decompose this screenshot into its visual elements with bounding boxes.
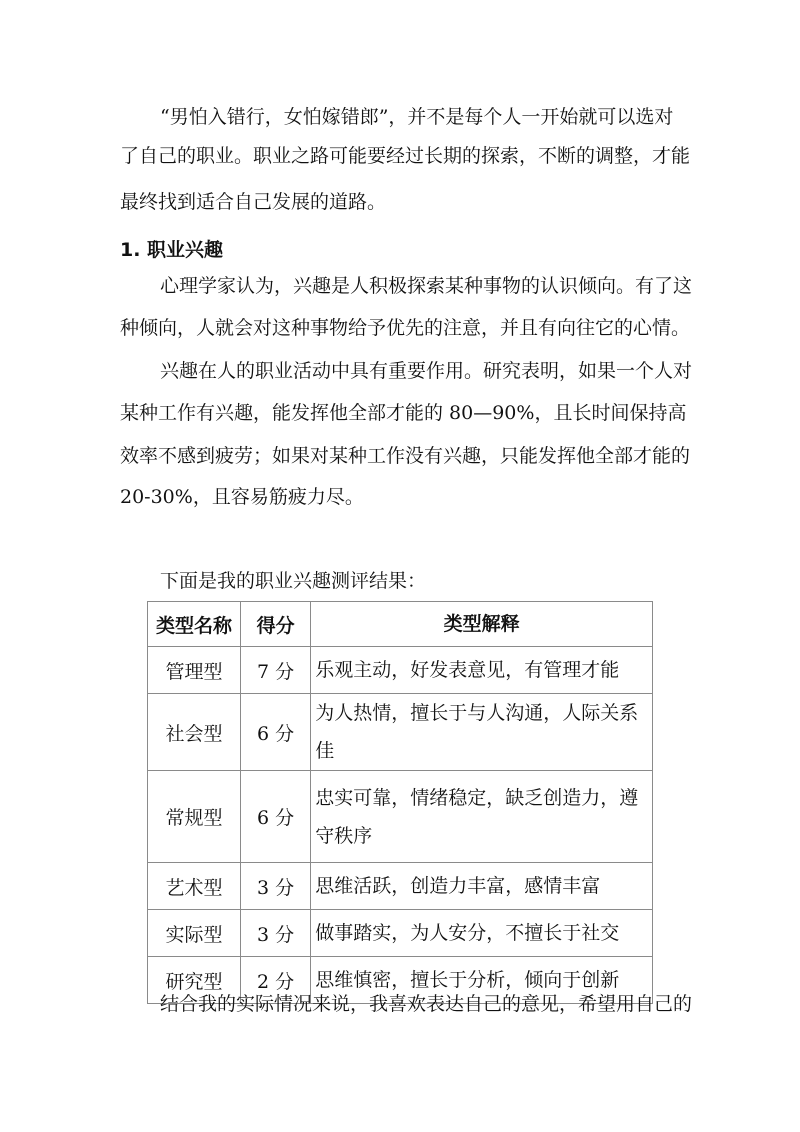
score-cell: 7 分: [240, 647, 310, 694]
closing-line: 结合我的实际情况来说，我喜欢表达自己的意见，希望用自己的: [160, 993, 693, 1015]
type-cell: 常规型: [148, 771, 241, 863]
table-row: [148, 910, 653, 957]
table-intro: 下面是我的职业兴趣测评结果：: [160, 570, 427, 592]
score-cell: 3 分: [240, 910, 310, 957]
score-cell: 3 分: [240, 863, 310, 910]
desc-cell: 为人热情，擅长于与人沟通，人际关系佳: [311, 694, 653, 771]
score-cell: 2 分: [240, 957, 310, 1004]
interest-results-table: [147, 601, 653, 1004]
header-desc: 类型解释: [311, 602, 653, 647]
paragraph-3-line-3: 效率不感到疲劳；如果对某种工作没有兴趣，只能发挥他全部才能的: [120, 445, 691, 467]
type-cell: 研究型: [148, 957, 241, 1004]
type-cell: 艺术型: [148, 863, 241, 910]
table-row: [148, 863, 653, 910]
paragraph-3-line-4: 20-30%，且容易筋疲力尽。: [120, 486, 364, 508]
paragraph-1-line-2: 了自己的职业。职业之路可能要经过长期的探索，不断的调整，才能: [120, 145, 691, 167]
score-cell: 6 分: [240, 694, 310, 771]
paragraph-1-line-1: “男怕入错行，女怕嫁错郎”，并不是每个人一开始就可以选对: [160, 106, 674, 128]
desc-cell: 忠实可靠，情绪稳定，缺乏创造力，遵守秩序: [311, 771, 653, 863]
table-row: [148, 771, 653, 863]
paragraph-1-line-3: 最终找到适合自己发展的道路。: [120, 191, 387, 213]
section-heading: 1. 职业兴趣: [120, 239, 224, 261]
desc-cell: 乐观主动，好发表意见，有管理才能: [311, 647, 653, 694]
type-cell: 管理型: [148, 647, 241, 694]
paragraph-2-line-1: 心理学家认为，兴趣是人积极探索某种事物的认识倾向。有了这: [160, 275, 693, 297]
paragraph-3-line-2: 某种工作有兴趣，能发挥他全部才能的 80—90%，且长时间保持高: [120, 402, 687, 424]
score-cell: 6 分: [240, 771, 310, 863]
header-type: 类型名称: [148, 602, 241, 647]
desc-cell: 思维活跃，创造力丰富，感情丰富: [311, 863, 653, 910]
table-row: [148, 694, 653, 771]
type-cell: 实际型: [148, 910, 241, 957]
paragraph-3-line-1: 兴趣在人的职业活动中具有重要作用。研究表明，如果一个人对: [160, 360, 693, 382]
desc-cell: 思维慎密，擅长于分析，倾向于创新: [311, 957, 653, 1004]
desc-cell: 做事踏实，为人安分，不擅长于社交: [311, 910, 653, 957]
header-score: 得分: [240, 602, 310, 647]
type-cell: 社会型: [148, 694, 241, 771]
table-row: [148, 647, 653, 694]
paragraph-2-line-2: 种倾向，人就会对这种事物给予优先的注意，并且有向往它的心情。: [120, 317, 691, 339]
